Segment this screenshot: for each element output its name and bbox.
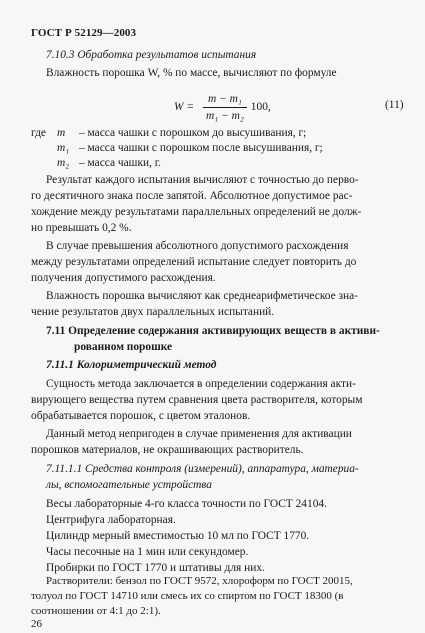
paragraph-line: чение результатов двух параллельных испытаний.: [31, 306, 275, 318]
formula-11: [174, 89, 271, 125]
definition-row: [31, 141, 323, 156]
equipment-item: Часы песочные на 1 мин или секундомер.: [46, 546, 249, 558]
paragraph-line: получения допустимого расхождения.: [31, 272, 216, 284]
equipment-item: Центрифуга лабораторная.: [46, 514, 176, 526]
section-title-7-10-3: 7.10.3 Обработка результатов испытания: [46, 49, 257, 61]
fraction-bar: [203, 107, 247, 108]
paragraph-line: обрабатывается порошок, с цветом эталонов.: [31, 410, 251, 422]
solvents-line: толуол по ГОСТ 14710 или смесь их со спиртом по ГОСТ 18300 (в: [31, 590, 344, 602]
definition-text: – масса чашки с порошком до высушивания, г;: [79, 127, 307, 139]
equation-number: (11): [385, 99, 404, 111]
definition-symbol: m₁: [57, 142, 70, 154]
section-title-7-11-1-1-cont: лы, вспомогательные устройства: [46, 479, 212, 491]
formula-intro: Влажность порошка W, % по массе, вычисляют по формуле: [46, 67, 337, 79]
formula-tail: 100,: [250, 101, 271, 113]
definition-symbol: m₂: [57, 157, 70, 169]
definition-row: [31, 156, 323, 171]
equipment-item: Пробирки по ГОСТ 1770 и штативы для них.: [46, 562, 265, 574]
section-title-7-11-1-1: 7.11.1.1 Средства контроля (измерений), аппаратура, материа-: [46, 463, 359, 475]
solvents-line: Растворители: бензол по ГОСТ 9572, хлороформ по ГОСТ 20015,: [46, 575, 353, 587]
paragraph-line: В случае превышения абсолютного допустимого расхождения: [46, 240, 349, 252]
solvents-line: соотношении от 4:1 до 2:1).: [31, 605, 161, 617]
definition-symbol: m: [57, 127, 66, 139]
formula-denominator: m₁ − m₂: [206, 109, 244, 122]
symbol-definitions: [31, 126, 323, 171]
paragraph-line: между результатами определений испытание следует повторить до: [31, 256, 357, 268]
section-title-7-11: 7.11 Определение содержания активирующих веществ в активи-: [46, 325, 380, 337]
paragraph-line: Сущность метода заключается в определении содержания акти-: [46, 378, 356, 390]
paragraph-line: Влажность порошка вычисляют как среднеарифметическое зна-: [46, 290, 358, 302]
paragraph-line: но превышать 0,2 %.: [31, 222, 132, 234]
section-title-7-11-1: 7.11.1 Колориметрический метод: [46, 359, 217, 371]
formula-numerator: m − m₁: [208, 92, 242, 105]
page-number: 26: [31, 618, 42, 630]
paragraph-line: Результат каждого испытания вычисляют с точностью до перво-: [46, 174, 359, 186]
paragraph-line: хождение между результатами параллельных определений не долж-: [31, 206, 362, 218]
standard-header: ГОСТ Р 52129—2003: [31, 27, 137, 39]
definition-text: – масса чашки с порошком после высушивания, г;: [79, 142, 323, 154]
paragraph-line: Данный метод непригоден в случае применения для активации: [46, 428, 352, 440]
where-label: где: [31, 127, 46, 139]
equipment-item: Цилиндр мерный вместимостью 10 мл по ГОСТ 1770.: [46, 530, 310, 542]
paragraph-line: порошков материалов, не окрашивающих растворитель.: [31, 444, 304, 456]
formula-lhs: W =: [174, 101, 195, 113]
definition-row: [31, 126, 323, 141]
formula-fraction: [203, 92, 247, 123]
definition-text: – масса чашки, г.: [79, 157, 161, 169]
equipment-item: Весы лабораторные 4-го класса точности по ГОСТ 24104.: [46, 498, 327, 510]
paragraph-line: вирующего вещества путем сравнения цвета растворителя, которым: [31, 394, 363, 406]
paragraph-line: го десятичного знака после запятой. Абсолютное допустимое рас-: [31, 190, 353, 202]
section-title-7-11-cont: рованном порошке: [74, 341, 173, 353]
